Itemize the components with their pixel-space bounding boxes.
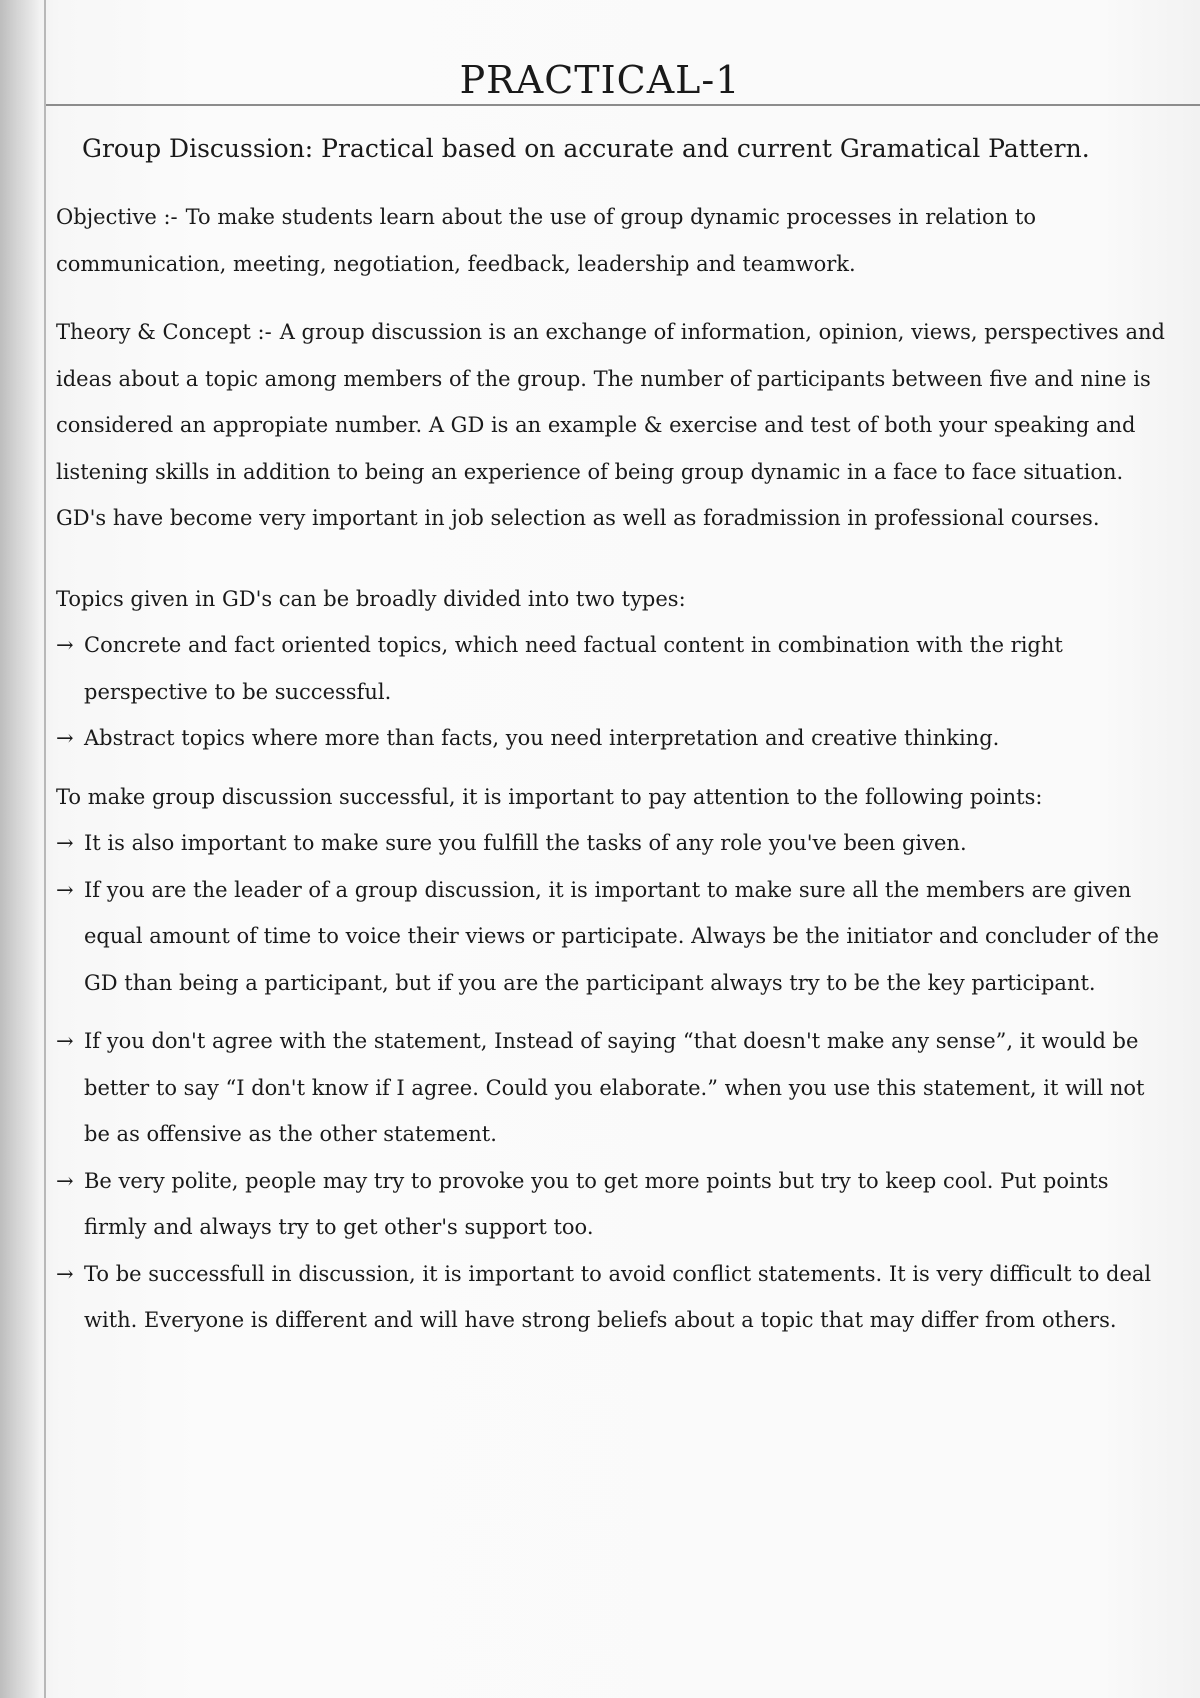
points-item — [56, 820, 1176, 867]
topics-item — [56, 715, 1176, 762]
arrow-icon: → — [56, 726, 74, 750]
points-item-text: It is also important to make sure you fulfill the tasks of any role you've been given. — [84, 831, 967, 855]
arrow-icon: → — [56, 633, 74, 657]
top-rule-line — [46, 104, 1200, 106]
points-item-text: To be successfull in discussion, it is important to avoid conflict statements. It is very difficult to deal with. Everyone is different and will have strong beliefs about a topic that may differ from others. — [84, 1261, 1152, 1332]
theory-paragraph — [56, 309, 1176, 542]
points-item — [56, 867, 1176, 1007]
arrow-icon: → — [56, 1029, 74, 1053]
topics-item — [56, 622, 1176, 715]
margin-line — [44, 0, 46, 1698]
page-subtitle: Group Discussion: Practical based on accurate and current Gramatical Pattern. — [82, 134, 1090, 163]
arrow-icon: → — [56, 1168, 74, 1193]
objective-paragraph — [56, 194, 1176, 287]
points-item — [56, 1018, 1176, 1158]
points-item — [56, 1158, 1176, 1251]
theory-label: Theory & Concept :- — [56, 320, 272, 344]
points-intro: To make group discussion successful, it is important to pay attention to the following points: — [56, 784, 1043, 809]
points-item-text: If you don't agree with the statement, Instead of saying “that doesn't make any sense”, it would be better to say “I don't know if I agree. Could you elaborate.” when you use this statement, it will not be as offensive as the other statement. — [84, 1029, 1145, 1146]
arrow-icon: → — [56, 877, 74, 902]
points-item — [56, 1251, 1176, 1344]
page-binding-shadow — [0, 0, 40, 1698]
objective-text: To make students learn about the use of group dynamic processes in relation to communication, meeting, negotiation, feedback, leadership and teamwork. — [56, 205, 1036, 276]
objective-label: Objective :- — [56, 205, 178, 229]
page-body — [56, 194, 1176, 1344]
arrow-icon: → — [56, 1261, 74, 1286]
points-item-text: Be very polite, people may try to provoke you to get more points but try to keep cool. Put points firmly and always try to get other's support too. — [84, 1168, 1109, 1239]
page-title: PRACTICAL-1 — [459, 58, 741, 102]
arrow-icon: → — [56, 831, 74, 855]
topics-item-text: Abstract topics where more than facts, you need interpretation and creative thinking. — [84, 726, 1000, 750]
points-item-text: If you are the leader of a group discussion, it is important to make sure all the members are given equal amount of time to voice their views or participate. Always be the initiator and concluder of the GD than being a participant, but if you are the participant always try to be the key participant. — [84, 877, 1159, 995]
topics-item-text: Concrete and fact oriented topics, which need factual content in combination with the right perspective to be successful. — [84, 633, 1063, 704]
topics-intro: Topics given in GD's can be broadly divided into two types: — [56, 586, 686, 611]
theory-text: A group discussion is an exchange of information, opinion, views, perspectives and ideas about a topic among members of the group. The number of participants between five and nine is considered an appropiate number. A GD is an example & exercise and test of both your speaking and listening skills in addition to being an experience of being group dynamic in a face to face situation. GD's have become very important in job selection as well as foradmission in professional courses. — [56, 320, 1165, 530]
